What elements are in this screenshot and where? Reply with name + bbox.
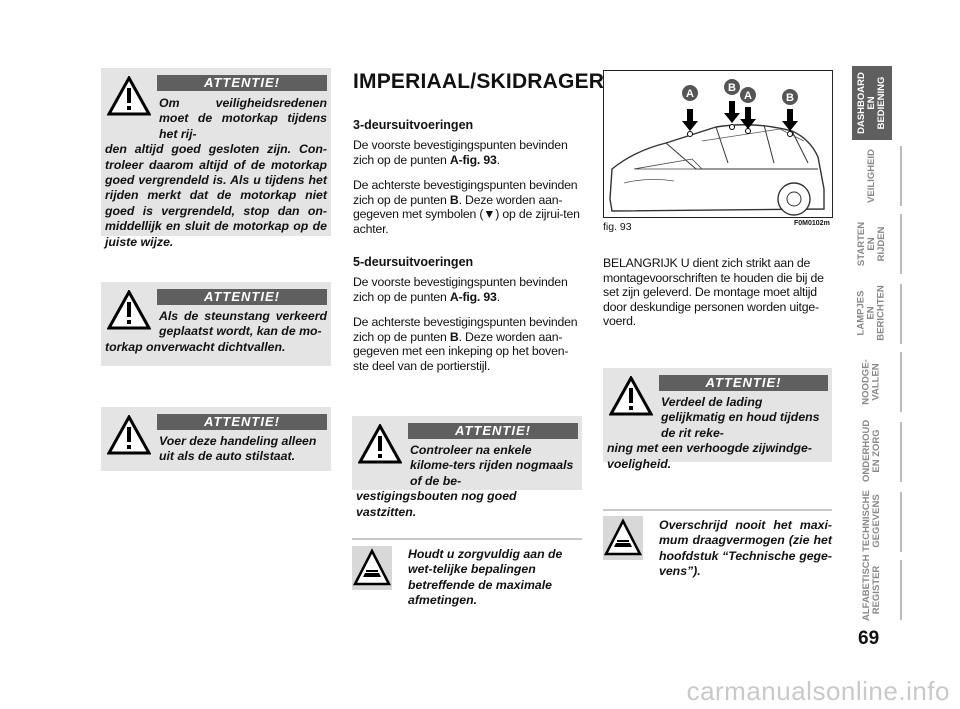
tab-divider [900, 214, 910, 274]
attentie-label: ATTENTIE! [659, 375, 828, 391]
watermark-footer: carmanualsonline.info [686, 676, 950, 706]
warning-box-hood [101, 68, 331, 249]
warning-box-stay [101, 282, 331, 366]
divider [603, 509, 832, 511]
important-paragraph: BELANGRIJK U dient zich strikt aan de montagevoorschriften te houden die bij de set zijn geleverd. De montage moet altijd door deskundige personen worden uitge-voerd. [603, 256, 824, 328]
tab-divider [900, 146, 910, 206]
warning-text: Voer deze handeling alleen uit als de auto stilstaat. [159, 434, 317, 464]
tab-divider [900, 560, 910, 620]
tab-lampjes[interactable]: LAMPJES EN BERICHTEN [856, 285, 887, 341]
warning-text: Controleer na enkele kilome-ters rijden nogmaals of de be- [410, 443, 574, 488]
warning-text: Verdeel de lading gelijkmatig en houd tijdens de rit reke- [661, 395, 820, 440]
tab-divider [900, 422, 910, 482]
tab-divider [900, 284, 910, 344]
paragraph: De achterste bevestigingspunten bevinden zich op de punten B. Deze worden aan-gegeven met symbolen (▼) op de zijrui-ten achter. [353, 178, 580, 236]
attentie-label: ATTENTIE! [157, 414, 327, 430]
note-text: Houdt u zorgvuldig aan de wet-telijke bepalingen betreffende de maximale afmetingen. [408, 547, 563, 608]
section-heading: 3-deursuitvoeringen [353, 118, 474, 132]
attentie-label: ATTENTIE! [408, 423, 578, 439]
tab-onderhoud[interactable]: ONDERHOUD EN ZORG [861, 419, 882, 482]
tab-veiligheid[interactable]: VEILIGHEID [866, 149, 877, 203]
note-text: Overschrijd nooit het maxi-mum draagvermogen (zie het hoofdstuk “Technische gege-vens”). [659, 518, 832, 579]
tab-divider [900, 352, 910, 412]
marker-b: B [786, 92, 794, 104]
marker-b: B [728, 82, 736, 94]
warning-box-bolts [352, 416, 582, 519]
warning-box-load [603, 368, 832, 471]
page-number: 69 [858, 628, 880, 649]
page-title: IMPERIAAL/SKIDRAGER [353, 70, 605, 93]
warning-text: ning met een verhoogde zijwindge-voeligheid. [607, 441, 812, 471]
marker-a: A [744, 90, 752, 102]
attentie-label: ATTENTIE! [157, 289, 327, 305]
paragraph: De voorste bevestigingspunten bevinden zich op de punten A-fig. 93. [353, 275, 568, 304]
car-roof-load-icon [352, 546, 392, 590]
tab-divider [900, 492, 910, 552]
paragraph: De achterste bevestigingspunten bevinden zich op de punten B. Deze worden aan-gegeven met een inkeping op het boven-ste deel van de portierstijl. [353, 315, 578, 373]
warning-text: Als de steunstang verkeerd geplaatst wordt, kan de mo- [159, 309, 327, 339]
warning-text: vestigingsbouten nog goed vastzitten. [356, 489, 517, 519]
paragraph: De voorste bevestigingspunten bevinden zich op de punten A-fig. 93. [353, 138, 568, 167]
tab-alfabetisch[interactable]: ALFABETISCH REGISTER [861, 554, 882, 621]
warning-box-standstill [101, 407, 331, 471]
warning-text: torkap onverwacht dichtvallen. [105, 339, 286, 354]
car-roof-load-icon [603, 516, 643, 560]
roof-rack-figure [603, 70, 833, 218]
figure-code: F0M0102m [794, 220, 830, 227]
warning-text: den altijd goed gesloten zijn. Con-troleer daarom altijd of de motorkap goed vergrendeld is. Als u tijdens het rijden merkt dat de motorkap niet goed is vergrendeld, stop dan on-middellijk en sluit de motorkap op de juiste wijze. [105, 142, 327, 249]
divider [352, 538, 582, 540]
tab-noodgevallen[interactable]: NOODGE-VALLEN [861, 359, 883, 405]
marker-a: A [686, 88, 694, 100]
warning-triangle-icon [107, 415, 151, 455]
tab-dashboard[interactable]: DASHBOARD EN BEDIENING [852, 66, 892, 140]
tab-starten[interactable]: STARTEN EN RIJDEN [856, 221, 887, 267]
warning-text: Om veiligheidsredenen moet de motorkap tijdens het rij- [159, 96, 327, 141]
figure-label: fig. 93 [603, 221, 632, 233]
tab-technische[interactable]: TECHNISCHE GEGEVENS [861, 490, 883, 552]
section-heading: 5-deursuitvoeringen [353, 255, 474, 269]
attentie-label: ATTENTIE! [157, 75, 327, 91]
